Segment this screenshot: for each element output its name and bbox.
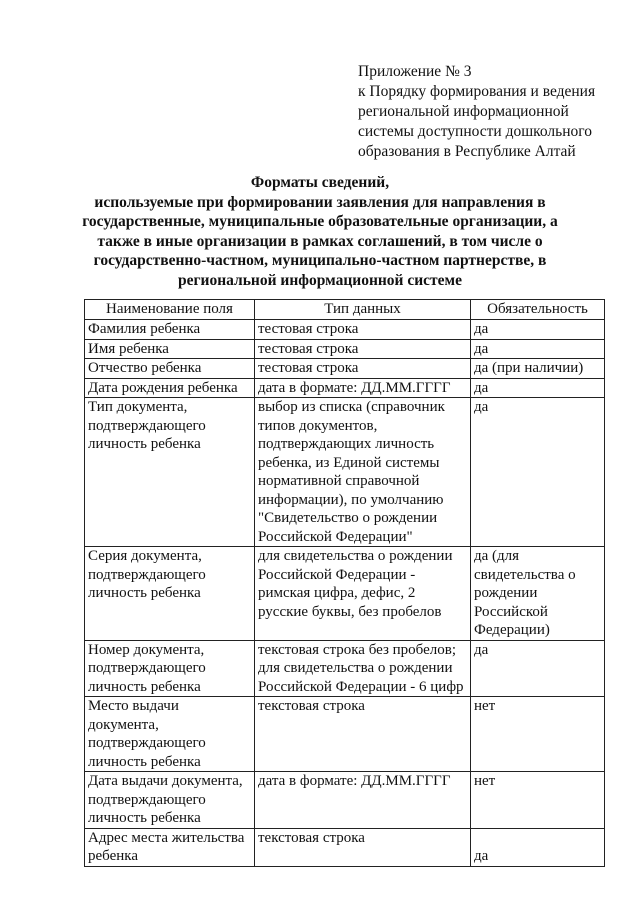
table-row [85,378,605,398]
cell-data-type [255,828,471,866]
cell-line: тестовая строка [258,340,359,357]
table-row [85,828,605,866]
cell-line: Имя ребенка [88,340,169,357]
cell-data-type [255,640,471,697]
table-row [85,359,605,379]
cell-line: русские буквы, без пробелов [258,603,442,620]
cell-required [471,359,605,379]
cell-line: типов документов, [258,417,378,434]
header-field-name: Наименование поля [85,300,255,320]
cell-line: подтверждающего [88,417,206,434]
cell-field-name [85,339,255,359]
cell-data-type [255,339,471,359]
cell-field-name [85,772,255,829]
cell-line: да (при наличии) [474,360,584,376]
cell-line: документа, [88,716,159,733]
cell-data-type [255,359,471,379]
appendix-line: к Порядку формирования и ведения [358,83,596,100]
cell-line: текстовая строка [258,829,365,846]
cell-line: нет [474,773,496,789]
cell-line: да [474,641,489,658]
table-row [85,320,605,340]
title-line: также в иные организации в рамках соглашений, в том числе о [97,232,543,250]
cell-line: для свидетельства о рождении [258,660,453,676]
cell-line: Российской Федерации" [258,528,413,545]
cell-line: ребенка, из Единой системы [258,454,440,471]
cell-line: ребенка [88,848,138,864]
cell-line: Российской [474,603,548,620]
cell-data-type [255,772,471,829]
cell-line: тестовая строка [258,321,359,337]
cell-line: дата в формате: ДД.ММ.ГГГГ [258,379,451,396]
cell-required [471,320,605,340]
cell-line: Дата рождения ребенка [88,379,238,396]
appendix-line: системы доступности дошкольного [358,123,593,140]
cell-line: Номер документа, [88,641,205,658]
cell-line: личность ребенка [88,436,201,452]
cell-line: Дата выдачи документа, [88,773,243,789]
table-header-row [85,300,605,320]
cell-line: личность ребенка [88,678,201,695]
cell-line: нет [474,698,496,714]
cell-required [471,378,605,398]
cell-line: да [474,340,489,357]
cell-line: римская цифра, дефис, 2 [258,585,416,601]
cell-field-name [85,640,255,697]
cell-field-name [85,828,255,866]
cell-required [471,398,605,547]
cell-line: подтверждающего [88,735,206,751]
cell-line: информации), по умолчанию [258,491,444,508]
title-line: государственно-частном, муниципально-частном партнерстве, в [93,252,547,269]
cell-line: выбор из списка (справочник [258,399,445,415]
table-row [85,640,605,697]
appendix-line: Приложение № 3 [358,63,472,80]
cell-required [471,547,605,641]
cell-field-name [85,697,255,772]
cell-line: нормативной справочной [258,473,420,489]
cell-line: Адрес места жительства [88,829,245,846]
cell-field-name [85,378,255,398]
cell-line: подтверждающего [88,566,206,583]
cell-line: "Свидетельство о рождении [258,510,438,526]
cell-line: Отчество ребенка [88,360,202,376]
cell-line: тестовая строка [258,360,359,376]
cell-line: Российской Федерации - [258,566,416,583]
cell-line: да [474,399,489,415]
header-required: Обязательность [471,300,605,320]
cell-line: Федерации) [474,622,550,638]
cell-line: да (для [474,548,520,564]
cell-line: рождении [474,585,538,601]
cell-line: Место выдачи [88,698,179,714]
cell-data-type [255,320,471,340]
title-line: региональной информационной системе [178,271,462,289]
cell-line: текстовая строка [258,698,365,714]
cell-field-name [85,359,255,379]
cell-line: подтверждающего [88,791,206,808]
cell-line: дата в формате: ДД.ММ.ГГГГ [258,773,451,789]
cell-field-name [85,320,255,340]
appendix-block [358,62,628,162]
cell-required [471,339,605,359]
cell-field-name [85,547,255,641]
table-row [85,339,605,359]
table-row [85,398,605,547]
cell-line: Серия документа, [88,548,202,564]
cell-required [471,697,605,772]
cell-line: Тип документа, [88,399,188,415]
title-line: используемые при формировании заявления для направления в [94,193,546,211]
cell-line: Российской Федерации - 6 цифр [258,678,464,695]
cell-line: Фамилия ребенка [88,321,201,337]
appendix-line: региональной информационной [358,103,569,120]
table-row [85,697,605,772]
cell-line: подтверждающих личность [258,436,435,452]
cell-line: свидетельства о [474,566,576,583]
cell-line: личность ребенка [88,585,201,601]
cell-line: да [474,321,489,337]
title-line: Форматы сведений, [250,174,390,191]
cell-line [474,829,601,848]
cell-line: личность ребенка [88,810,201,826]
cell-data-type [255,378,471,398]
cell-line: текстовая строка без пробелов; [258,641,457,658]
cell-data-type [255,547,471,641]
cell-required [471,772,605,829]
cell-line: да [474,379,489,396]
table-row [85,547,605,641]
cell-required [471,640,605,697]
cell-data-type [255,697,471,772]
header-data-type: Тип данных [255,300,471,320]
table-body [85,320,605,867]
fields-table [84,299,605,867]
cell-line: для свидетельства о рождении [258,548,453,564]
cell-data-type [255,398,471,547]
cell-line: да [474,848,489,864]
title-line: государственные, муниципальные образовательные организации, а [82,213,558,230]
cell-line: личность ребенка [88,753,201,770]
table-row [85,772,605,829]
cell-field-name [85,398,255,547]
cell-line: подтверждающего [88,660,206,676]
document-title [60,173,580,290]
appendix-line: образования в Республике Алтай [358,143,576,160]
cell-required [471,828,605,866]
